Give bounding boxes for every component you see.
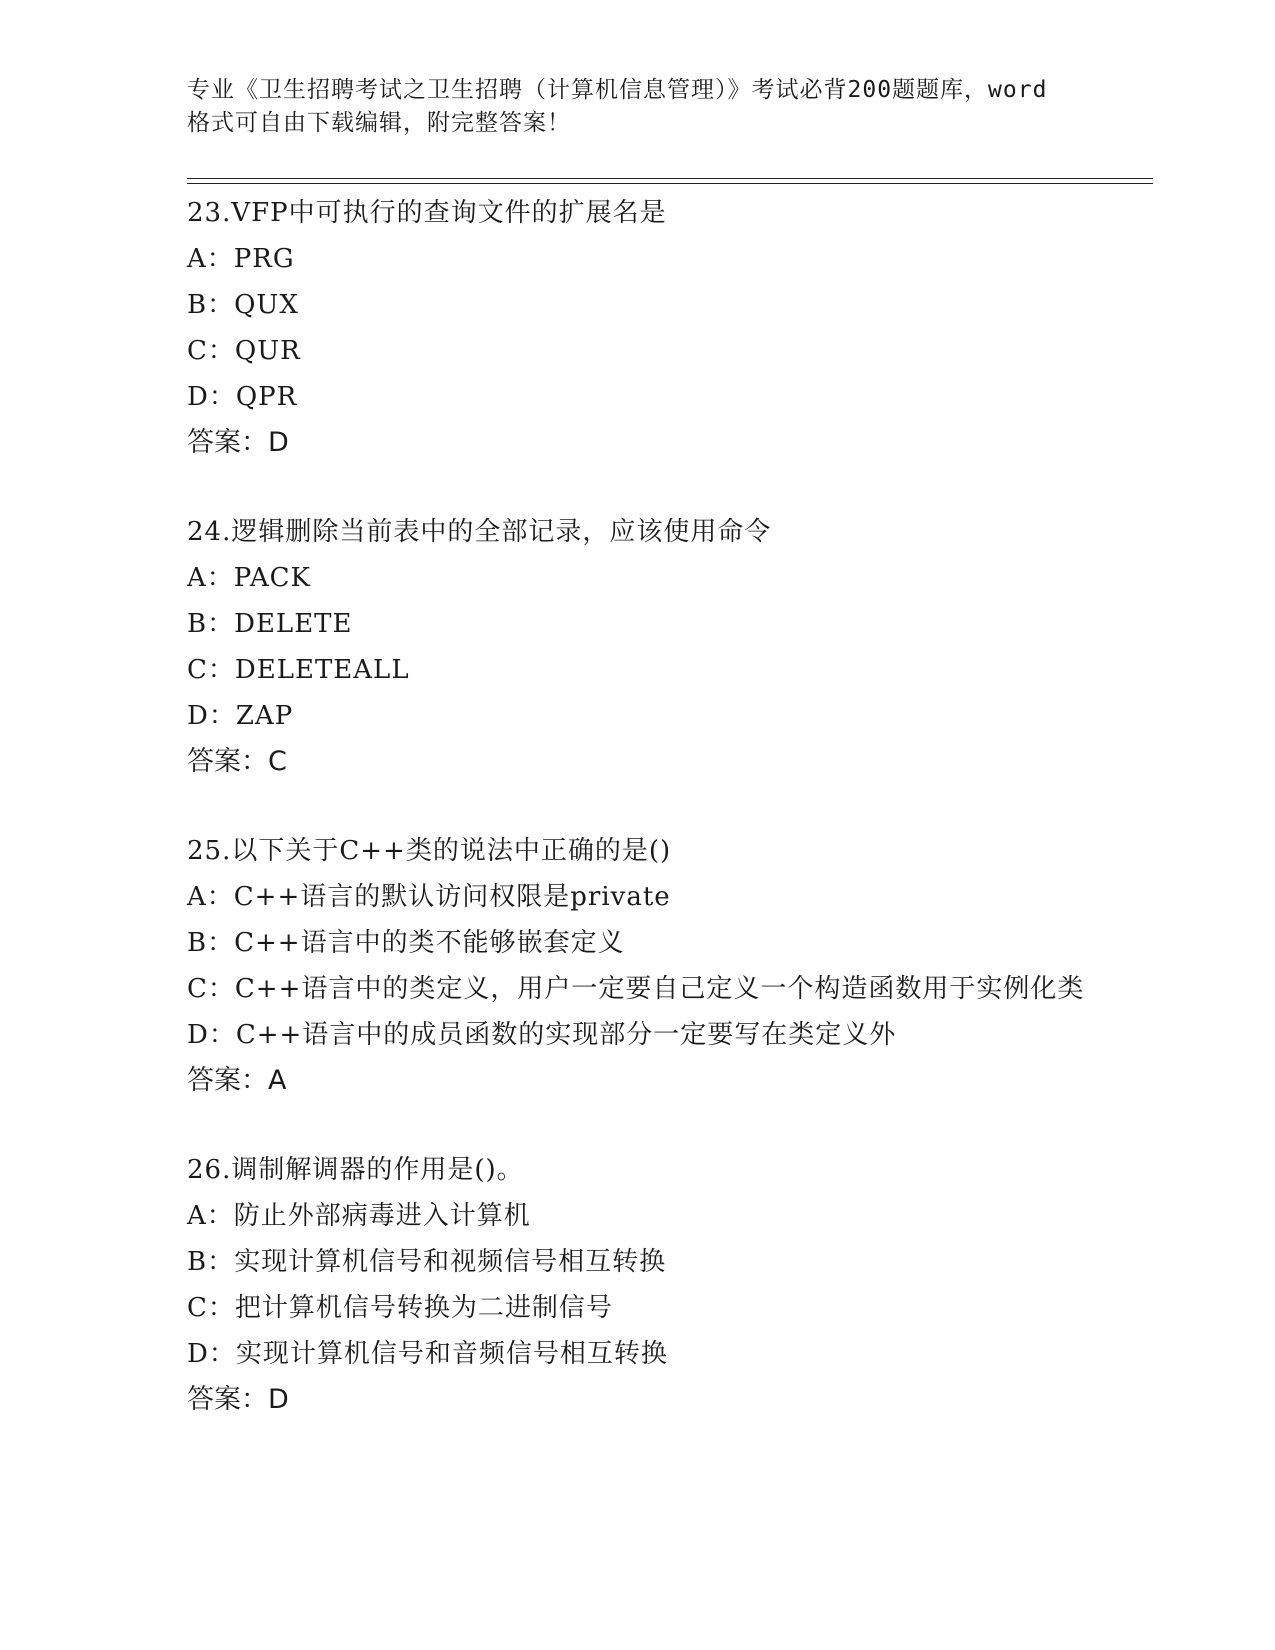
option-a: A：PACK xyxy=(187,563,311,593)
question-stem: 26.调制解调器的作用是()。 xyxy=(187,1155,524,1185)
header-line-1: 专业《卫生招聘考试之卫生招聘（计算机信息管理）》考试必背200题题库，word xyxy=(187,77,1048,103)
option-a: A：PRG xyxy=(187,244,295,274)
question-stem: 25.以下关于C++类的说法中正确的是() xyxy=(187,836,672,866)
option-b: B：实现计算机信号和视频信号相互转换 xyxy=(187,1247,667,1277)
answer-label: 答案：D xyxy=(187,1384,289,1415)
answer-label: 答案：C xyxy=(187,746,287,777)
option-a: A：防止外部病毒进入计算机 xyxy=(187,1201,531,1231)
header-divider-bottom xyxy=(187,183,1153,184)
option-c: C：C++语言中的类定义，用户一定要自己定义一个构造函数用于实例化类 xyxy=(187,974,1085,1004)
option-d: D：C++语言中的成员函数的实现部分一定要写在类定义外 xyxy=(187,1020,897,1050)
question-stem: 24.逻辑删除当前表中的全部记录，应该使用命令 xyxy=(187,517,772,547)
option-a: A：C++语言的默认访问权限是private xyxy=(187,882,671,912)
option-b: B：QUX xyxy=(187,290,299,320)
question-list xyxy=(187,190,1087,1466)
option-d: D：QPR xyxy=(187,382,298,412)
option-b: B：C++语言中的类不能够嵌套定义 xyxy=(187,928,625,958)
answer-label: 答案：A xyxy=(187,1065,287,1096)
question-23 xyxy=(187,190,1087,466)
answer-label: 答案：D xyxy=(187,427,289,458)
option-b: B：DELETE xyxy=(187,609,353,639)
document-header xyxy=(187,74,1087,140)
question-stem: 23.VFP中可执行的查询文件的扩展名是 xyxy=(187,198,667,228)
question-25 xyxy=(187,828,1087,1104)
header-line-2: 格式可自由下载编辑，附完整答案！ xyxy=(187,110,571,136)
header-divider-top xyxy=(187,178,1153,179)
option-d: D：ZAP xyxy=(187,701,294,731)
option-c: C：QUR xyxy=(187,336,301,366)
question-26 xyxy=(187,1147,1087,1423)
question-24 xyxy=(187,509,1087,785)
option-c: C：DELETEALL xyxy=(187,655,410,685)
option-c: C：把计算机信号转换为二进制信号 xyxy=(187,1293,613,1323)
option-d: D：实现计算机信号和音频信号相互转换 xyxy=(187,1339,668,1369)
